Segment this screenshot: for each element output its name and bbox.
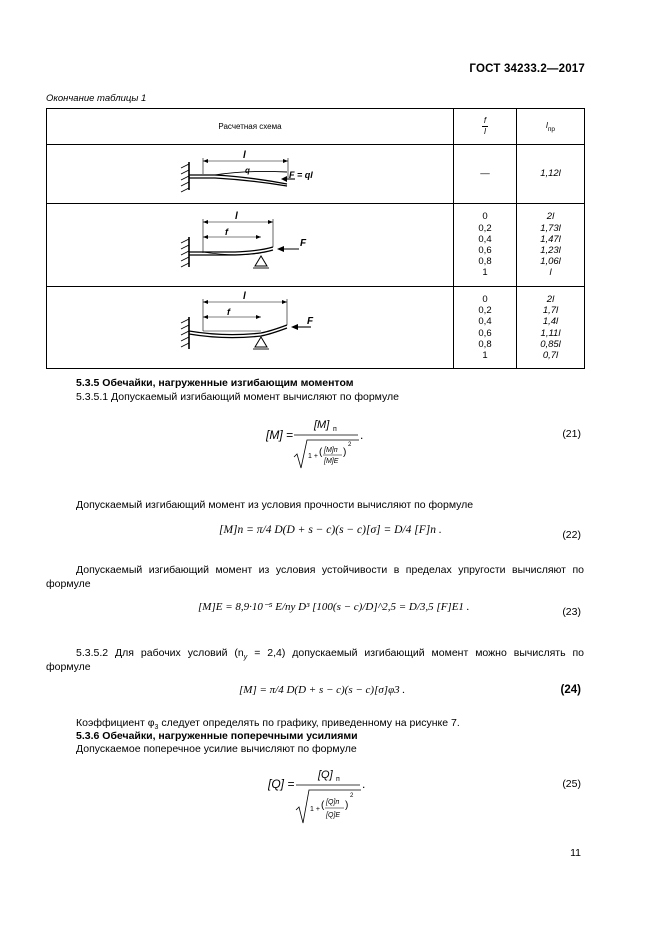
scheme-cell-cantilever xyxy=(47,145,454,204)
equation-25 xyxy=(268,764,378,835)
section-heading-535: 5.3.5 Обечайки, нагруженные изгибающим моментом xyxy=(76,377,354,389)
svg-text:[Q]п: [Q]п xyxy=(326,799,340,806)
equation-number-25: (25) xyxy=(562,778,581,790)
equation-21 xyxy=(266,413,376,478)
svg-text:1 +: 1 + xyxy=(310,806,320,813)
equation-23: [M]E = 8,9·10⁻⁵ E/nу D³ [100(s − c)/D]^2,5 = D/3,5 [F]E1 . xyxy=(198,601,470,613)
table-caption: Окончание таблицы 1 xyxy=(46,93,147,104)
paragraph-stability-2: формуле xyxy=(46,578,91,590)
paragraph-536: Допускаемое поперечное усилие вычисляют по формуле xyxy=(76,743,357,755)
paragraph-phi: Коэффициент $\varphi_3$ следует определять по графику, приведенному на рисунке 7. xyxy=(76,717,460,732)
label-f: f xyxy=(227,307,230,317)
scheme-cell-pinned xyxy=(47,204,454,287)
svg-text:[M]: [M] xyxy=(314,419,330,431)
scheme-table xyxy=(46,108,585,369)
equation-22: [M]п = π/4 D(D + s − c)(s − c)[σ] = D/4 [F]п . xyxy=(219,524,442,536)
svg-text:[M] =: [M] = xyxy=(266,428,294,442)
svg-text:): ) xyxy=(343,447,347,458)
ratio-num: f xyxy=(483,116,487,125)
label-l: l xyxy=(235,210,238,222)
fixed-scheme-figure xyxy=(175,291,325,361)
label-f: f xyxy=(225,226,228,237)
svg-text:.: . xyxy=(360,428,364,442)
ratio-values: 0 0,2 0,4 0,6 0,8 1 xyxy=(454,287,517,369)
ratio-values: 0 0,2 0,4 0,6 0,8 1 xyxy=(454,204,517,287)
label-F: F = ql xyxy=(289,169,313,180)
lpr-values: 2l 1,73l 1,47l 1,23l 1,06l l xyxy=(517,204,585,287)
label-F: F xyxy=(300,237,307,249)
svg-text:[Q] =: [Q] = xyxy=(268,777,295,791)
svg-text:): ) xyxy=(345,800,349,811)
standard-header: ГОСТ 34233.2—2017 xyxy=(469,63,585,75)
equation-number-21: (21) xyxy=(562,428,581,440)
col-header-scheme: Расчетная схема xyxy=(47,109,454,145)
svg-text:2: 2 xyxy=(350,793,354,799)
label-l: l xyxy=(243,149,246,161)
ratio-values: — xyxy=(454,145,517,204)
paragraph-5351: 5.3.5.1 Допускаемый изгибающий момент вычисляют по формуле xyxy=(76,391,399,403)
ratio-den: l xyxy=(484,127,486,136)
lpr-values: 1,12l xyxy=(517,145,585,204)
svg-text:1 +: 1 + xyxy=(308,453,318,460)
svg-text:2: 2 xyxy=(348,442,352,448)
svg-text:[M]п: [M]п xyxy=(324,447,338,454)
table-row xyxy=(47,287,585,369)
svg-text:(: ( xyxy=(321,800,325,811)
col-header-lpr: $l_{пр}$ xyxy=(517,109,585,145)
table-row xyxy=(47,145,585,204)
label-q: q xyxy=(245,165,250,175)
svg-text:[Q]: [Q] xyxy=(318,769,333,781)
paragraph-strength: Допускаемый изгибающий момент из условия прочности вычисляют по формуле xyxy=(76,499,474,511)
equation-number-23: (23) xyxy=(562,606,581,618)
label-F: F xyxy=(307,316,314,327)
equation-24: [M] = π/4 D(D + s − c)(s − c)[σ]φ3 . xyxy=(239,684,406,696)
paragraph-stability-1: Допускаемый изгибающий момент из условия устойчивости в пределах упругости вычисляют по xyxy=(76,564,584,576)
svg-text:(: ( xyxy=(319,447,323,458)
pinned-scheme-figure xyxy=(175,209,325,279)
paragraph-5352-tail: формуле xyxy=(46,661,91,673)
label-l: l xyxy=(243,291,246,302)
paragraph-5352: 5.3.5.2 Для рабочих условий $(n_y = 2,4)$ допускаемый изгибающий момент можно вычислять по xyxy=(76,647,584,662)
lpr-values: 2l 1,7l 1,4l 1,11l 0,85l 0,7l xyxy=(517,287,585,369)
table-header-row xyxy=(47,109,585,145)
section-heading-536: 5.3.6 Обечайки, нагруженные поперечными усилиями xyxy=(76,730,358,742)
svg-text:[Q]E: [Q]E xyxy=(326,812,341,819)
svg-text:п: п xyxy=(333,426,337,433)
page-number: 11 xyxy=(570,847,581,859)
scheme-cell-fixed xyxy=(47,287,454,369)
svg-text:[M]E: [M]E xyxy=(324,458,339,465)
equation-number-24: (24) xyxy=(560,684,581,696)
svg-text:.: . xyxy=(362,777,366,791)
col-header-ratio xyxy=(454,109,517,145)
equation-number-22: (22) xyxy=(562,529,581,541)
cantilever-scheme-figure xyxy=(175,148,325,198)
table-row xyxy=(47,204,585,287)
svg-text:п: п xyxy=(336,776,340,783)
